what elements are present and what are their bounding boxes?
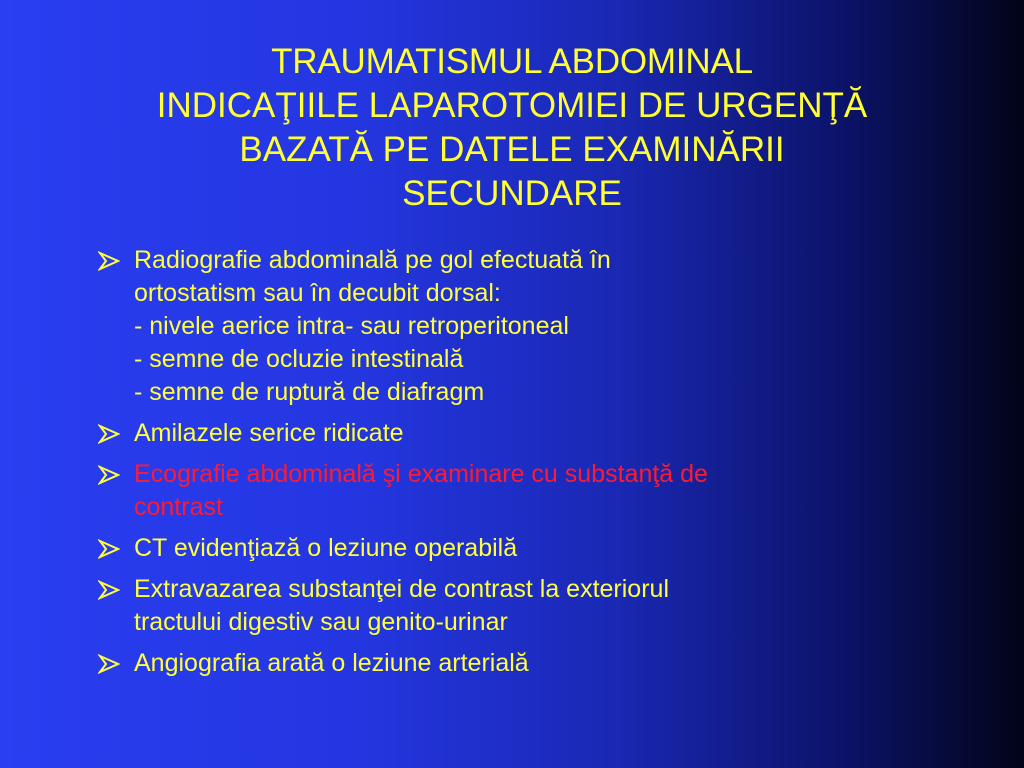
bullet-text: Extravazarea substanţei de contrast la exteriorul	[134, 575, 669, 603]
title-line-2: INDICAŢIILE LAPAROTOMIEI DE URGENŢĂ	[156, 86, 868, 125]
title-line-3: BAZATĂ PE DATELE EXAMINĂRII	[239, 130, 785, 169]
arrow-bullet-icon	[98, 654, 120, 674]
bullet-subpoint: - semne de ocluzie intestinală	[134, 345, 464, 373]
bullet-subpoint: - semne de ruptură de diafragm	[134, 378, 485, 406]
arrow-bullet-icon	[98, 539, 120, 559]
arrow-bullet-icon	[98, 465, 120, 485]
title-line-4: SECUNDARE	[402, 174, 622, 213]
arrow-bullet-icon	[98, 251, 120, 271]
bullet-subpoint: - nivele aerice intra- sau retroperitoneal	[134, 312, 569, 340]
bullet-text: ortostatism sau în decubit dorsal:	[134, 279, 501, 307]
bullet-item-ct	[98, 532, 978, 565]
bullet-item-radiografie	[98, 244, 978, 409]
bullet-text: contrast	[134, 493, 223, 521]
bullet-item-angiografie	[98, 647, 978, 680]
bullet-item-ecografie	[98, 458, 978, 524]
bullet-text: Angiografia arată o leziune arterială	[134, 649, 529, 677]
bullet-text: Radiografie abdominală pe gol efectuată în	[134, 246, 611, 274]
arrow-bullet-icon	[98, 424, 120, 444]
bullet-list	[98, 244, 978, 688]
arrow-bullet-icon	[98, 580, 120, 600]
bullet-item-extravazare	[98, 573, 978, 639]
bullet-item-amilaze	[98, 417, 978, 450]
bullet-text: tractului digestiv sau genito-urinar	[134, 608, 508, 636]
title-line-1: TRAUMATISMUL ABDOMINAL	[271, 42, 753, 81]
bullet-text: CT evidenţiază o leziune operabilă	[134, 534, 518, 562]
bullet-text: Ecografie abdominală şi examinare cu substanţă de	[134, 460, 708, 488]
bullet-text: Amilazele serice ridicate	[134, 419, 404, 447]
slide-title	[60, 40, 964, 216]
